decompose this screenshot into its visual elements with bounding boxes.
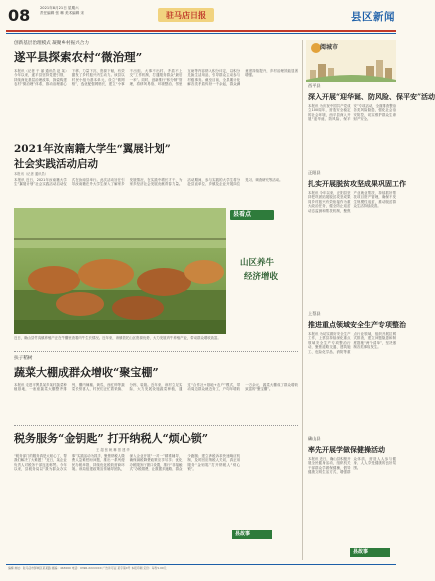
footer-rule xyxy=(6,564,396,565)
story3-headline: 蔬菜大棚成群众增收“聚宝棚” xyxy=(14,366,159,379)
story2-body: 本报讯 近日，2021年汝南籍大学生“翼展计划”社会实践活动启动仪式在汝南县举行。此次活动旨在引导汝南籍在外大学生深入了解家乡发展情况，在实践中增长才干，为家乡经济社会发展贡献青春力量。活动期间，参与实践的大学生将分赴县直单位、乡镇及企业开展岗位见习、调查研究等活动。 xyxy=(14,178,283,187)
brief4-tag xyxy=(350,548,390,557)
cattle-photo-image xyxy=(14,208,226,334)
brief2-kicker: 正阳县 xyxy=(308,170,321,175)
story3-body: 本报讯 走进平舆县某乡某村蔬菜种植基地，一座座蔬菜大棚整齐排列，棚内辣椒、黄瓜、西红柿等蔬菜长势喜人，村民们正忙着采摘、分拣、装箱。近年来，该村立足实际，大力发展设施蔬菜种植，通过“合作社+基地+农户”模式，带动周边群众就近务工，户均年增收一万余元，蔬菜大棚成了群众增收致富的“聚宝棚”。 xyxy=(14,383,298,392)
brief4-tag-label: 县故事 xyxy=(353,549,369,555)
header-date: 2021年8月21日 星期六 xyxy=(40,6,79,10)
brief4-kicker: 确山县 xyxy=(308,436,321,441)
county-look-tag xyxy=(230,210,274,220)
lead-body: 本报讯（记者 于 丽 通讯员 赵 某）今年以来，遂平县坚持党建引领，持续深化基层治理改革，探索构建农村“微治理”体系，推动治理重心下移、力量下沉、资源下倾，有效激发了乡村振兴内生动力。该县以村民小组为基本单元，设立“微网格”，选优配强网格长，建立“小事不出组、大事不出村、矛盾不上交”工作机制，打通服务群众“最后一米”。同时，创新推行“积分制”管理，将移风易俗、环境整治、邻里互助等内容纳入积分评定，以积分兑换生活用品，引导群众主动参与村级事务。截至目前，全县累计化解各类矛盾纠纷一千余起，群众满意度持续提升，乡村治理效能显著增强。 xyxy=(14,69,298,87)
photo-caption: 近日，确山县竹沟镇养殖户正在牛棚里查看肉牛生长情况。近年来，该镇依托山区资源优势，大力发展肉牛养殖产业，带动群众增收致富。 xyxy=(14,336,221,340)
cattle-photo xyxy=(14,208,226,334)
brief1-kicker: 西平县 xyxy=(308,83,321,88)
column-divider xyxy=(302,40,303,560)
county-look-label: 县看点 xyxy=(233,211,252,218)
brief3-body: 本报讯 为切实做好安全生产工作，上蔡县持续深化重点领域安全生产专项整治行动，聚焦道路交通、建筑施工、危险化学品、消防等重点行业领域，组织开展拉网式排查，建立问题隐患和制度措施“两个清单”，坚决遏制各类事故发生。 xyxy=(308,332,396,354)
divider xyxy=(14,351,298,352)
brief1-body: 本报讯 为庆祝中国共产党成立100周年，营造安全稳定的社会环境，西平县深入开展“迎华诞、防风险、保平安”专项活动，全面排查整治各类风险隐患，强化社会治安防控，切实维护群众生命财产安全。 xyxy=(308,104,396,122)
brief4-body: 本报讯 近日，确山县积极开展全民健身活动，组织机关干部群众学做保健操，倡导健康文明生活方式，增强群众体质，营造人人参与健身、人人享受健康的良好氛围。 xyxy=(308,457,396,475)
brief3-kicker: 上蔡县 xyxy=(308,311,321,316)
story2-headline-line2: 社会实践活动启动 xyxy=(14,158,98,170)
photo-title-line2: 经济增收 xyxy=(244,272,279,282)
story2-byline: 本报讯（记者 通讯员） xyxy=(14,172,49,176)
story3-kicker: 扶子稻树 xyxy=(14,356,33,361)
brief4-headline: 率先开展学做保健操活动 xyxy=(308,445,385,454)
brief1-headline: 深入开展“迎华诞、防风险、保平安”活动 xyxy=(308,92,435,101)
brief3-headline: 推进重点领域安全生产专项整治 xyxy=(308,320,406,329)
page-number: 08 xyxy=(8,6,31,25)
page-header xyxy=(0,0,402,32)
brief2-headline: 扎实开展脱贫攻坚成果巩固工作 xyxy=(308,179,406,188)
photo-title-line1: 山区养牛 xyxy=(240,258,275,268)
story4-headline: 税务服务“金钥匙” 打开纳税人“烦心锁” xyxy=(14,432,209,445)
photo-sidebox xyxy=(228,208,300,334)
city-banner-title: 阅城市 xyxy=(320,44,339,51)
story4-body: “税务部门的服务真是太贴心了，帮我们解决了大难题！”近日，某企业负责人对税务干部连连称赞。今年以来，县税务局以“我为群众办实事”实践活动为抓手，聚焦纳税人缴费人急难愁盼问题，推出一系列便民办税举措，持续优化税收营商环境。该局组建政策宣传辅导团队，深入企业开展“一对一”精准辅导，确保减税降费政策应享尽享；优化办税服务厅窗口设置，推行“非接触式”办税缴费，让数据多跑路、群众少跑腿；建立涉税诉求快速响应机制，及时回应纳税人关切，真正用服务“金钥匙”打开纳税人“烦心锁”。 xyxy=(14,454,241,472)
header-editor: 责任编辑 张 琳 美术编辑 宋 xyxy=(40,11,85,15)
header-rule-red xyxy=(6,30,396,32)
masthead-logo xyxy=(158,8,214,22)
story2-headline-line1: 2021年汝南籍大学生“翼展计划” xyxy=(14,143,171,155)
brief2-body: 本报讯 今年以来，正阳县坚持把巩固拓展脱贫攻坚成果同乡村振兴有效衔接作为重大政治任务，健全防止返贫动态监测和帮扶机制，聚焦产业就业帮扶，持续抓好帮扶项目资产管理，确保不发生规模性返贫，推动脱贫群众生活持续改善。 xyxy=(308,191,396,213)
story4-tag xyxy=(232,530,272,539)
story4-byline: 王 超 张 帆 琳 蔡 建 华 xyxy=(96,448,130,452)
section-title: 县区新闻 xyxy=(351,11,395,23)
divider xyxy=(14,425,298,426)
lead-headline: 遂平县探索农村“微治理” xyxy=(14,50,143,64)
header-rule-blue xyxy=(6,33,396,34)
masthead-text: 驻马店日报 xyxy=(166,10,206,20)
story4-tag-label: 县故事 xyxy=(235,531,251,537)
page-footer: 编辑 地址：驻马店市驿城区某某路 邮编：463000 电话：0396-XXXXXXX 广告许可证 某字第X号 本报印刷 定价：每份1.00元 xyxy=(8,566,167,570)
lead-kicker: 创新基层治理模式 凝聚乡村振兴合力 xyxy=(14,41,89,46)
header-meta xyxy=(40,6,84,16)
